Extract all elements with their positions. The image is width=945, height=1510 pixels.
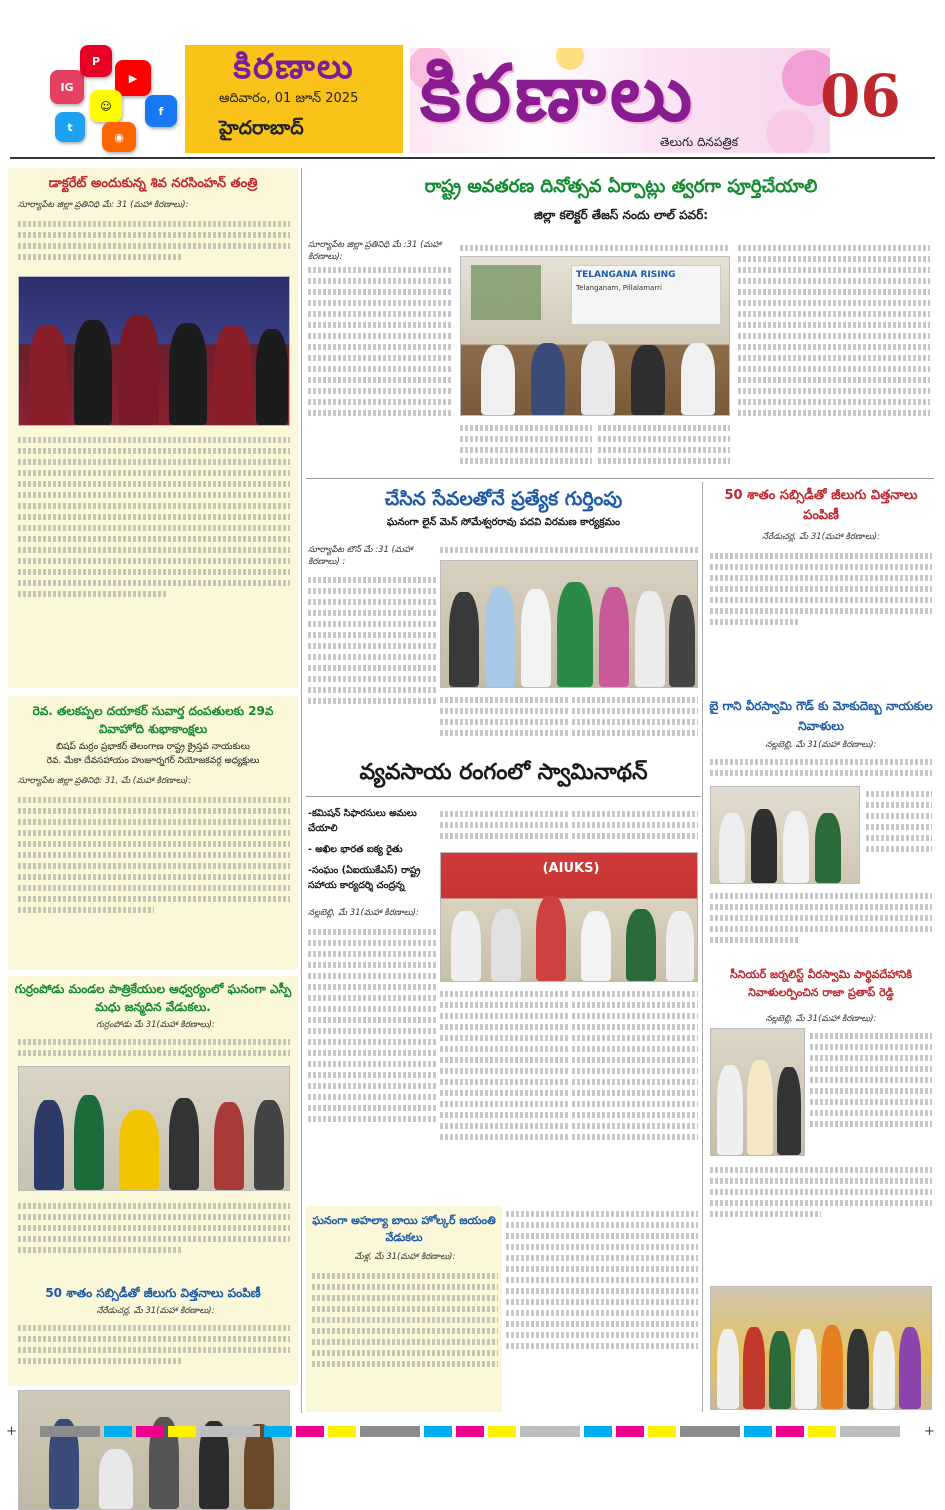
formation-subhead: జిల్లా కలెక్టర్ తేజస్ నందు లాల్ పవర్: [533, 208, 709, 222]
masthead-divider [10, 157, 935, 159]
edition-city: హైదరాబాద్ [219, 117, 304, 139]
swaminathan-point-1: -కమిషన్ సిఫారసులు అమలు చేయాలి [308, 808, 417, 834]
doctorate-text-body [18, 432, 290, 680]
page-number: 06 [820, 62, 901, 130]
ahalya-article [306, 1206, 502, 1412]
journalist-text-side [810, 1028, 932, 1158]
service-text-col1 [308, 572, 436, 752]
masthead [0, 0, 945, 160]
facebook-cube-icon: f [145, 95, 177, 127]
column-divider-left [301, 168, 302, 1413]
service-photo [440, 560, 698, 688]
formation-text-col2 [460, 420, 592, 475]
journalist-photo [710, 1028, 805, 1156]
ahalya-text [312, 1268, 498, 1408]
seeds-right-headline: 50 శాతం సబ్సిడీతో జీలుగు విత్తనాలు పంపిణీ [724, 488, 918, 523]
service-text-col2 [440, 692, 568, 752]
doctorate-article [8, 168, 298, 688]
anniversary-subhead-1: బిషప్ మర్రం ప్రభాకర్ తెలంగాణ రాష్ట్ర క్రైస్తవ నాయకులు [56, 742, 250, 752]
brand-tagline: తెలుగు దినపత్రిక [660, 135, 739, 149]
service-text-top [440, 545, 698, 557]
swaminathan-text-col2 [440, 986, 568, 1196]
aiuks-banner-text: (AIUKS) [542, 861, 600, 876]
journalist-headline: సీనియర్ జర్నలిస్ట్ వీరస్వామి పార్థివదేహానికి నివాళులర్పించిన రాజా ప్రతాప్ రెడ్డి [730, 968, 912, 999]
issue-date: ఆదివారం, 01 జూన్ 2025 [219, 91, 359, 106]
brand-small: కిరణాలు [233, 47, 355, 87]
ahalya-text-col2 [506, 1206, 698, 1412]
rss-cube-icon: ◉ [102, 122, 136, 152]
journalist-text-body [710, 1162, 932, 1232]
meeting-photo [460, 256, 730, 416]
seeds-left-photo [18, 1390, 290, 1510]
formation-text-col3 [598, 420, 730, 475]
swaminathan-point-2: - అఖిల భారత ఐక్య రైతు [308, 844, 403, 855]
birthday-text-top [18, 1034, 290, 1064]
swaminathan-dateline: నల్లబెల్లి, మే 31(మహా కిరణాలు): [308, 908, 419, 918]
swaminathan-text-top1 [440, 806, 568, 846]
twitter-cube-icon: t [55, 112, 85, 142]
youtube-cube-icon: ▶ [115, 60, 151, 96]
pinterest-cube-icon: P [80, 45, 112, 77]
doctorate-headline: డాక్టరేట్ అందుకున్న శివ నరసింహన్ తంత్రి [48, 176, 258, 191]
anniversary-subhead-2: రెవ. మేకా దేవసహాయం హుజూర్నగర్ నియోజకవర్గ అధ్యక్షులు [46, 756, 260, 766]
instagram-cube-icon: IG [50, 70, 84, 104]
veeraswamy-dateline: నల్లబెల్లి, మే 31(మహా కిరణాలు): [765, 740, 877, 750]
formation-headline: రాష్ట్ర అవతరణ దినోత్సవ ఏర్పాట్లు త్వరగా పూర్తిచేయాలి [424, 176, 818, 197]
swaminathan-point-3: -సంఘం (ఏఐయుకేఎస్) రాష్ట్ర సహాయ కార్యదర్శి చంద్రన్న [308, 865, 421, 891]
birthday-photo [18, 1066, 290, 1191]
service-headline: చేసిన సేవలతోనే ప్రత్యేక గుర్తింపు [384, 488, 623, 510]
anniversary-dateline: సూర్యాపేట జిల్లా ప్రతినిధి: 31, మే (మహా కిరణాలు): [18, 776, 192, 786]
birthday-text-body [18, 1198, 290, 1278]
service-text-col3 [572, 692, 698, 752]
veeraswamy-text-top [710, 754, 932, 784]
swaminathan-points [308, 806, 436, 893]
meeting-banner [571, 265, 721, 325]
swaminathan-text-col3 [572, 986, 698, 1196]
ahalya-headline: ఘనంగా అహల్యా బాయి హోల్కర్ జయంతి వేడుకలు [312, 1214, 496, 1244]
anniversary-text [18, 792, 290, 964]
veeraswamy-text-body [710, 888, 932, 956]
swaminathan-text-col1 [308, 924, 436, 1194]
seeds-right-dateline: నేరేడుచర్ల, మే 31(మహా కిరణాలు): [762, 532, 880, 542]
meeting-banner-sub: Telanganam, Pillalamarri [576, 284, 662, 292]
social-media-cubes-illustration [40, 40, 180, 155]
formation-text-col4 [738, 240, 930, 475]
birthday-dateline: గుర్రంపోడు మే 31(మహా కిరణాలు): [96, 1020, 215, 1030]
printer-color-bar [0, 1422, 945, 1442]
left-column [8, 168, 298, 1413]
journalist-dateline: నల్లబెల్లి, మే 31(మహా కిరణాలు): [765, 1014, 877, 1024]
meeting-banner-text: TELANGANA RISING [576, 270, 676, 280]
seeds-left-text [18, 1320, 290, 1382]
formation-dateline: సూర్యాపేట జిల్లా ప్రతినిధి మే :31 (మహా కిరణాలు): [308, 240, 442, 262]
registration-mark-right: + [924, 1424, 935, 1439]
swaminathan-headline: వ్యవసాయ రంగంలో స్వామినాథన్ [359, 760, 648, 785]
title-box [185, 45, 403, 153]
seeds-left-headline: 50 శాతం సబ్సిడీతో జీలుగు విత్తనాలు పంపిణీ [45, 1286, 261, 1300]
veeraswamy-text-side [866, 786, 932, 886]
swaminathan-rule [306, 796, 701, 797]
veeraswamy-headline: బై గాని వీరస్వామి గౌడ్ కు మోకుదెబ్బ నాయకుల నివాళులు [709, 699, 933, 733]
veeraswamy-photo [710, 786, 860, 884]
journalist-procession-photo [710, 1286, 932, 1410]
formation-text-col1 [308, 262, 453, 474]
doctorate-text-top [18, 216, 290, 271]
service-subhead: ఘనంగా లైన్ మెన్ సోమేశ్వరరావు పదవి విరమణ కార్యక్రమం [386, 517, 621, 528]
veeraswamy-article [706, 696, 936, 958]
swaminathan-text-top2 [572, 806, 698, 846]
formation-bottom-rule [306, 478, 934, 479]
formation-headline-box [306, 176, 936, 202]
formation-text-top [460, 240, 730, 256]
registration-mark-left: + [6, 1424, 17, 1439]
doctorate-photo [18, 276, 290, 426]
seeds-right-article [706, 482, 936, 652]
birthday-headline: గుర్రంపోడు మండల పాత్రికేయుల ఆధ్వర్యంలో ఘనంగా ఎస్పీ మధు జన్మదిన వేడుకలు. [14, 982, 292, 1014]
anniversary-article [8, 696, 298, 970]
seeds-right-text [710, 548, 932, 648]
service-dateline: సూర్యాపేట టౌన్ మే :31 (మహా కిరణాలు) : [308, 545, 413, 567]
ahalya-dateline: మేళ్ల, మే 31(మహా కిరణాలు): [354, 1252, 456, 1262]
doctorate-dateline: సూర్యాపేట జిల్లా ప్రతినిధి మే: 31 (మహా కిరణాలు): [18, 200, 189, 210]
column-divider-right [702, 482, 703, 1412]
anniversary-headline: రెవ. తలకప్పల దయాకర్ సువార్త దంపతులకు 29వ వివాహోది శుభాకాంక్షలు [32, 704, 274, 736]
swaminathan-photo [440, 852, 698, 982]
journalist-article [706, 966, 936, 1236]
birthday-article [8, 976, 298, 1386]
seeds-left-dateline: నేరేడుచర్ల, మే 31(మహా కిరణాలు): [96, 1306, 215, 1316]
snapchat-cube-icon: ☺ [90, 90, 122, 122]
big-brand-title: కిరణాలు [420, 48, 697, 139]
meeting-screen-left [471, 265, 541, 320]
